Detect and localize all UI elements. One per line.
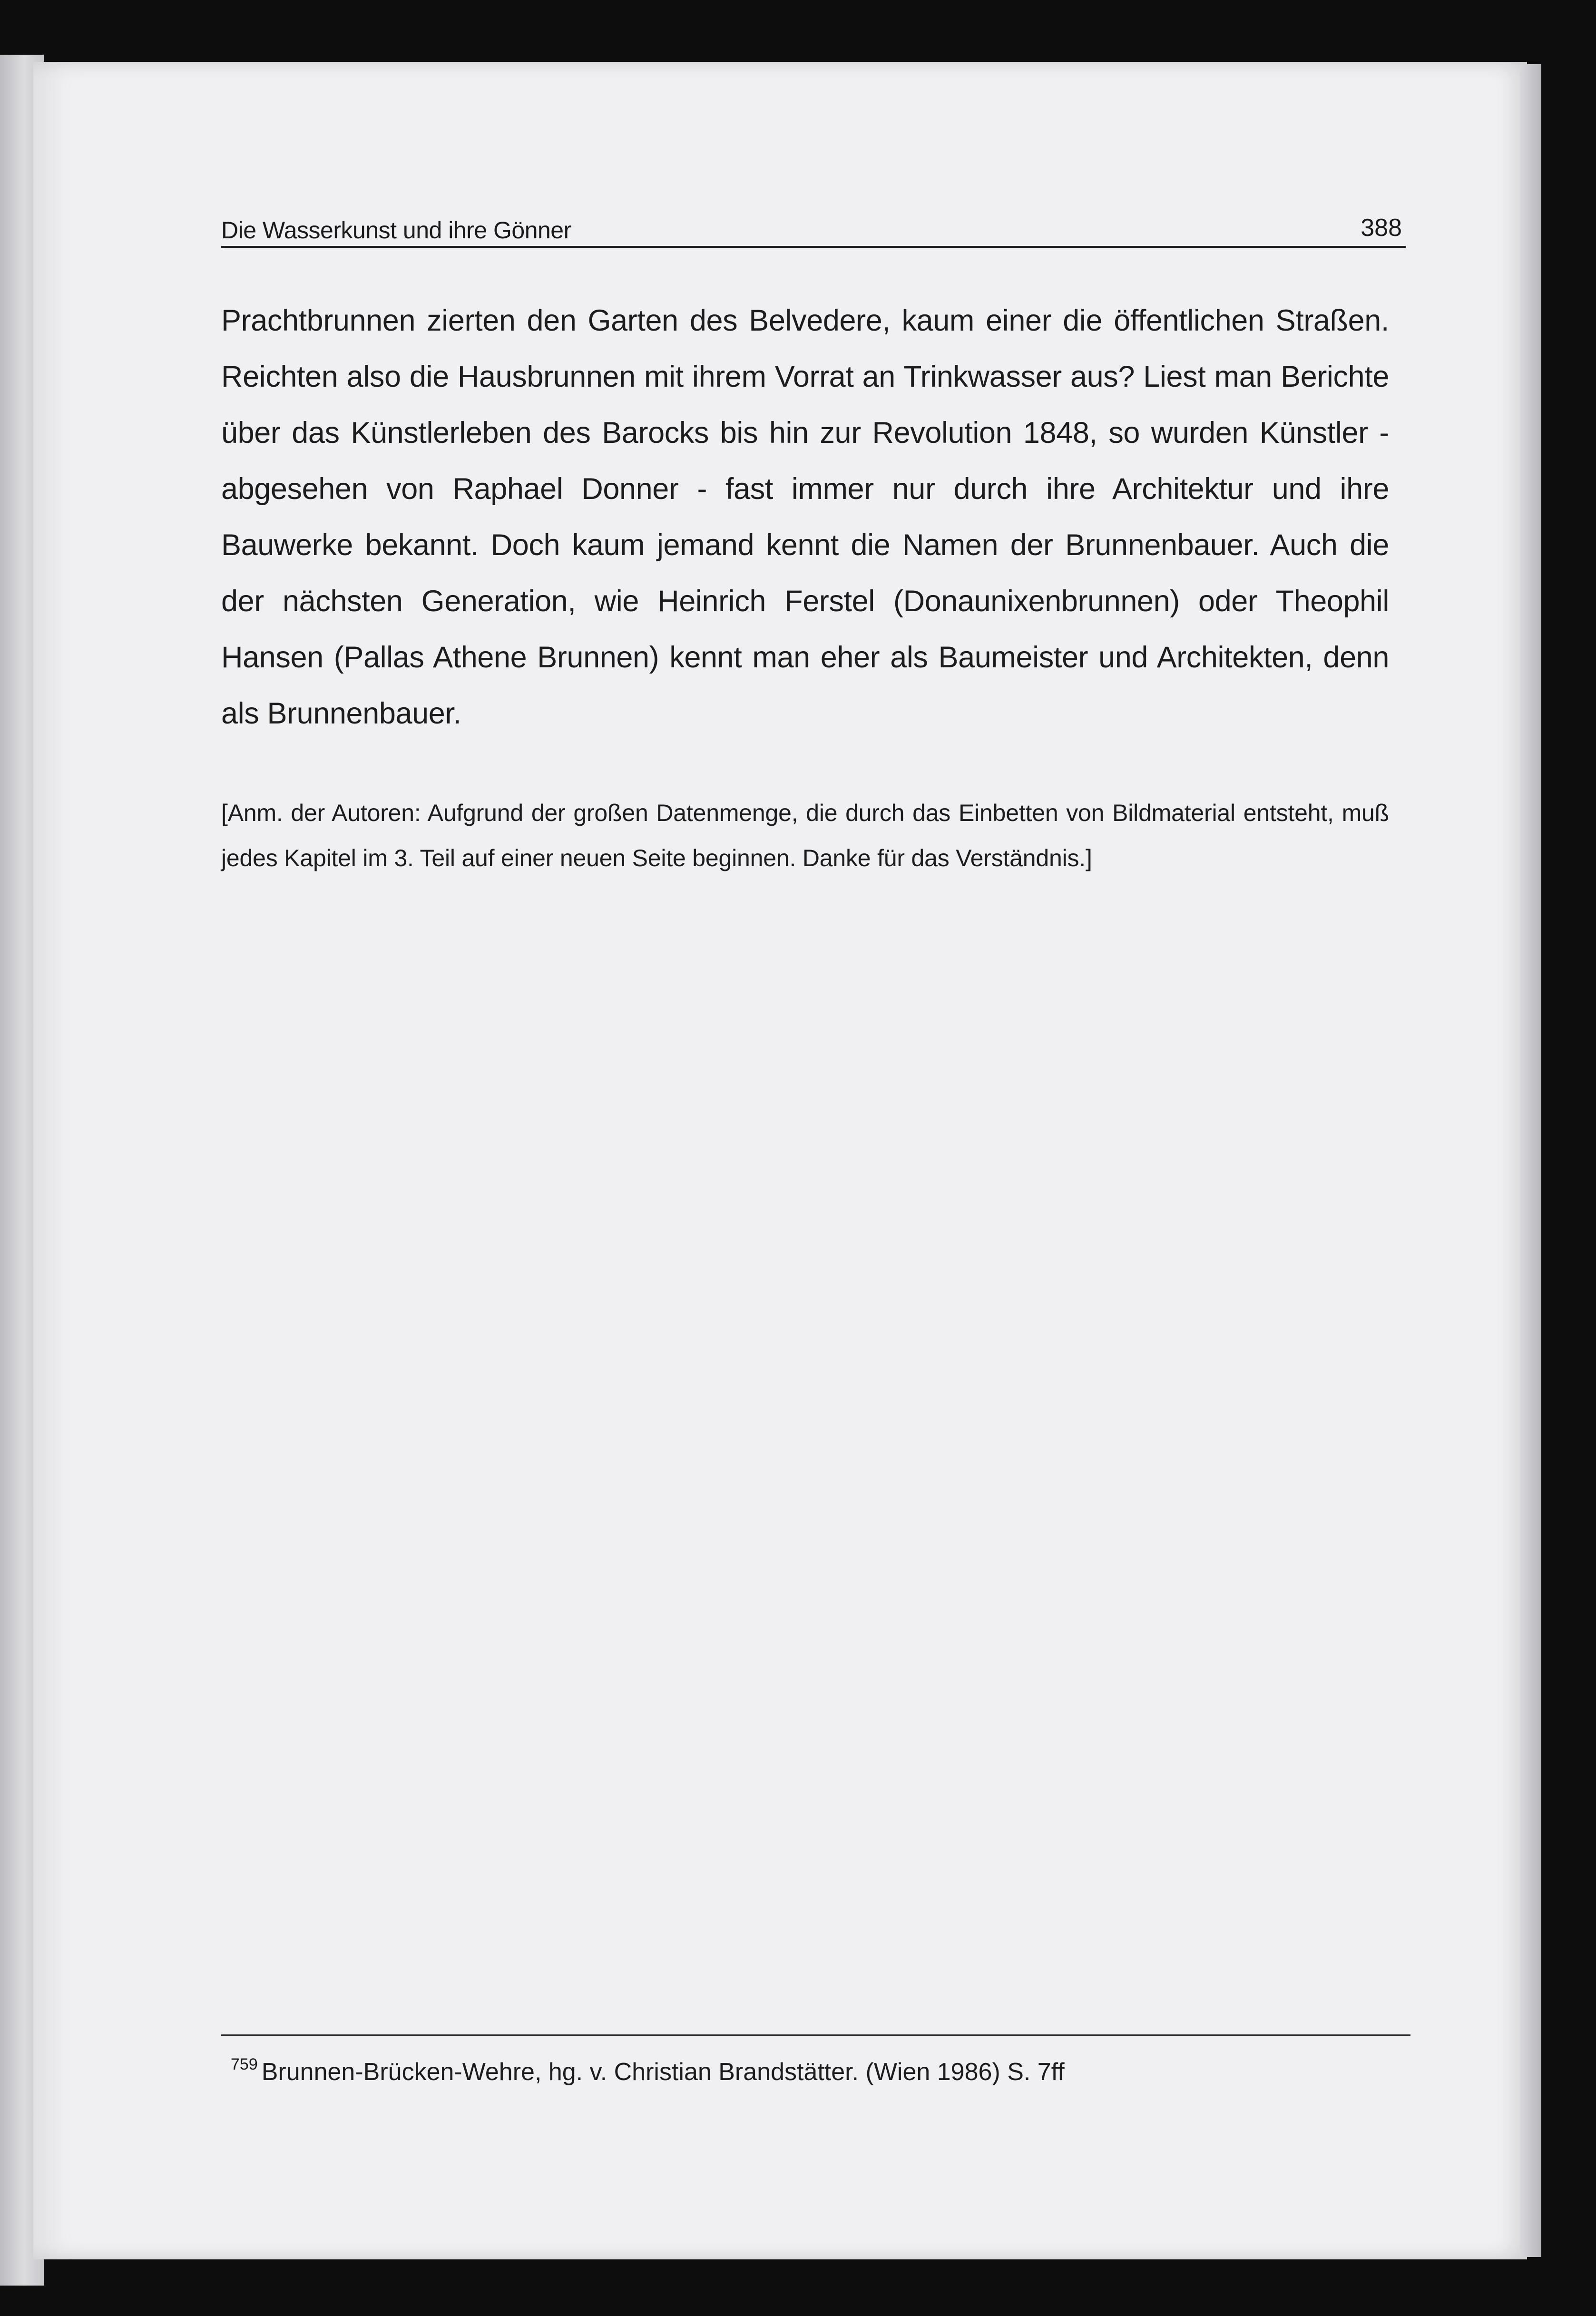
body-paragraph: Prachtbrunnen zierten den Garten des Belvedere, kaum einer die öffentlichen Straßen. Reichten also die Hausbrunnen mit ihrem Vorrat an Trinkwasser aus? Liest man Berichte über das Künstlerleben des Barocks bis hin zur Revolution 1848, so wurden Künstler - abgesehen von Raphael Donner - fast immer nur durch ihre Architektur und ihre Bauwerke bekannt. Doch kaum jemand kennt die Namen der Brunnenbauer. Auch die der nächsten Generation, wie Heinrich Ferstel (Donaunixenbrunnen) oder Theophil Hansen (Pallas Athene Brunnen) kennt man eher als Baumeister und Architekten, denn als Brunnenbauer. bbox=[221, 304, 1389, 730]
footnote-text: Brunnen-Brücken-Wehre, hg. v. Christian Brandstätter. (Wien 1986) S. 7ff bbox=[261, 2058, 1065, 2086]
footnote-number: 759 bbox=[231, 2055, 258, 2073]
running-header bbox=[221, 213, 1406, 248]
page-number: 388 bbox=[1361, 214, 1402, 242]
footnote-divider bbox=[221, 2034, 1410, 2036]
page-right-edge bbox=[1520, 64, 1541, 2257]
header-title: Die Wasserkunst und ihre Gönner bbox=[221, 217, 571, 244]
show-through-text bbox=[221, 951, 1406, 1665]
authors-note: [Anm. der Autoren: Aufgrund der großen Datenmenge, die durch das Einbetten von Bildmaterial entsteht, muß jedes Kapitel im 3. Teil auf einer neuen Seite beginnen. Danke für das Verständnis.] bbox=[221, 800, 1389, 871]
footnote bbox=[231, 2048, 1372, 2089]
